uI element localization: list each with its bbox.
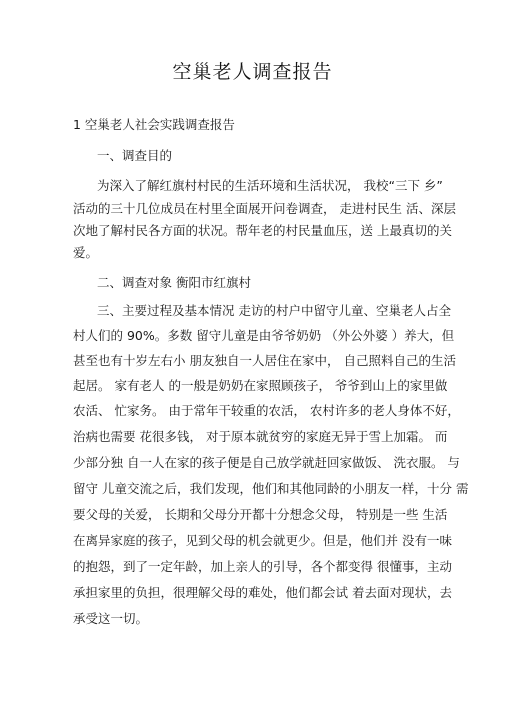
section-heading-subject: 二、调查对象 衡阳市红旗村 [97,275,251,290]
body-line: 为深入了解红旗村村民的生活环境和生活状况， 我校“三下 乡” [97,178,443,193]
body-line: 在离异家庭的孩子，见到父母的机会就更少。但是，他们并 没有一味 [73,533,452,548]
body-line: 次地了解村民各方面的状况。帮年老的村民量血压，送 上最真切的关 [73,223,452,238]
body-line: 承担家里的负担，很理解父母的难处，他们都会试 着去面对现状，去 [73,585,452,600]
body-line: 农活、 忙家务。 由于常年干较重的农活， 农村许多的老人身体不好， [73,403,460,418]
body-line: 治病也需要 花很多钱， 对于原本就贫穷的家庭无异于雪上加霜。 而 [73,429,448,444]
body-line: 爱。 [73,245,99,260]
body-line: 留守 儿童交流之后，我们发现，他们和其他同龄的小朋友一样，十分 需 [73,481,469,496]
section-heading-purpose: 一、调查目的 [97,148,173,163]
body-line: 承受这一切。 [73,611,149,626]
body-line: 村人们的 90%。多数 留守儿童是由爷爷奶奶 （外公外婆 ）养大，但 [73,328,455,343]
report-subtitle: 1 空巢老人社会实践调查报告 [73,117,235,132]
body-line: 三、主要过程及基本情况 走访的村户中留守儿童、空巢老人占全 [97,303,451,318]
body-line: 少部分独 自一人在家的孩子便是自己放学就赶回家做饭、 洗衣服。 与 [73,455,460,470]
body-line: 的抱怨，到了一定年龄，加上亲人的引导，各个都变得 很懂事，主动 [73,559,452,574]
body-line: 甚至也有十岁左右小 朋友独自一人居住在家中， 自己照料自己的生活 [73,353,456,368]
document-title: 空巢老人调查报告 [172,61,333,83]
body-line: 要父母的关爱， 长期和父母分开都十分想念父母， 特别是一些 生活 [73,507,448,522]
body-line: 活动的三十几位成员在村里全面展开问卷调查， 走进村民生 活、深层 [73,201,456,216]
body-line: 起居。 家有老人 的一般是奶奶在家照顾孩子， 爷爷到山上的家里做 [73,378,448,393]
